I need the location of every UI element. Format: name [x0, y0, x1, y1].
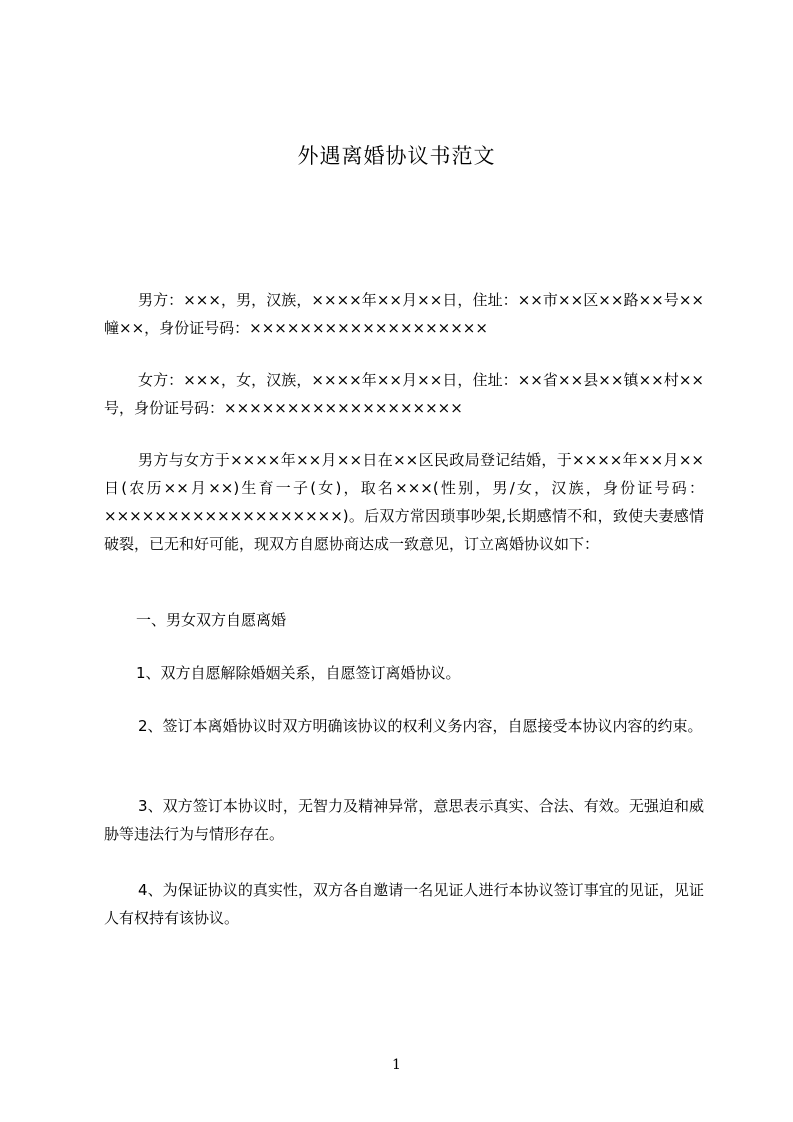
- female-party-paragraph: 女方：×××，女，汉族，××××年××月××日，住址：××省××县××镇××村××号，身份证号码：×××××××××××××××××××: [104, 371, 704, 417]
- clause-4: 4、为保证协议的真实性，双方各自邀请一名见证人进行本协议签订事宜的见证，见证人有权持有该协议。: [104, 881, 704, 927]
- clause-1: 1、双方自愿解除婚姻关系，自愿签订离婚协议。: [136, 664, 461, 682]
- page-number: 1: [392, 1057, 401, 1073]
- clause-3: 3、双方签订本协议时，无智力及精神异常，意思表示真实、合法、有效。无强迫和威胁等违法行为与情形存在。: [104, 797, 704, 843]
- background-paragraph: 男方与女方于××××年××月××日在××区民政局登记结婚，于××××年××月××日(农历××月××)生育一子(女)，取名×××(性别，男/女，汉族，身份证号码：×××××××××××××××××××)。后双方常因琐事吵架,长期感情不和，致使夫妻感情破裂，已无和好可能，现双方自愿协商达成一致意见，订立离婚协议如下：: [104, 451, 704, 553]
- clause-2: 2、签订本离婚协议时双方明确该协议的权利义务内容，自愿接受本协议内容的约束。: [138, 717, 703, 735]
- section-heading: 一、男女双方自愿离婚: [136, 611, 287, 629]
- document-title: 外遇离婚协议书范文: [297, 144, 496, 168]
- male-party-paragraph: 男方：×××，男，汉族，××××年××月××日，住址：××市××区××路××号××幢××，身份证号码：×××××××××××××××××××: [104, 291, 704, 337]
